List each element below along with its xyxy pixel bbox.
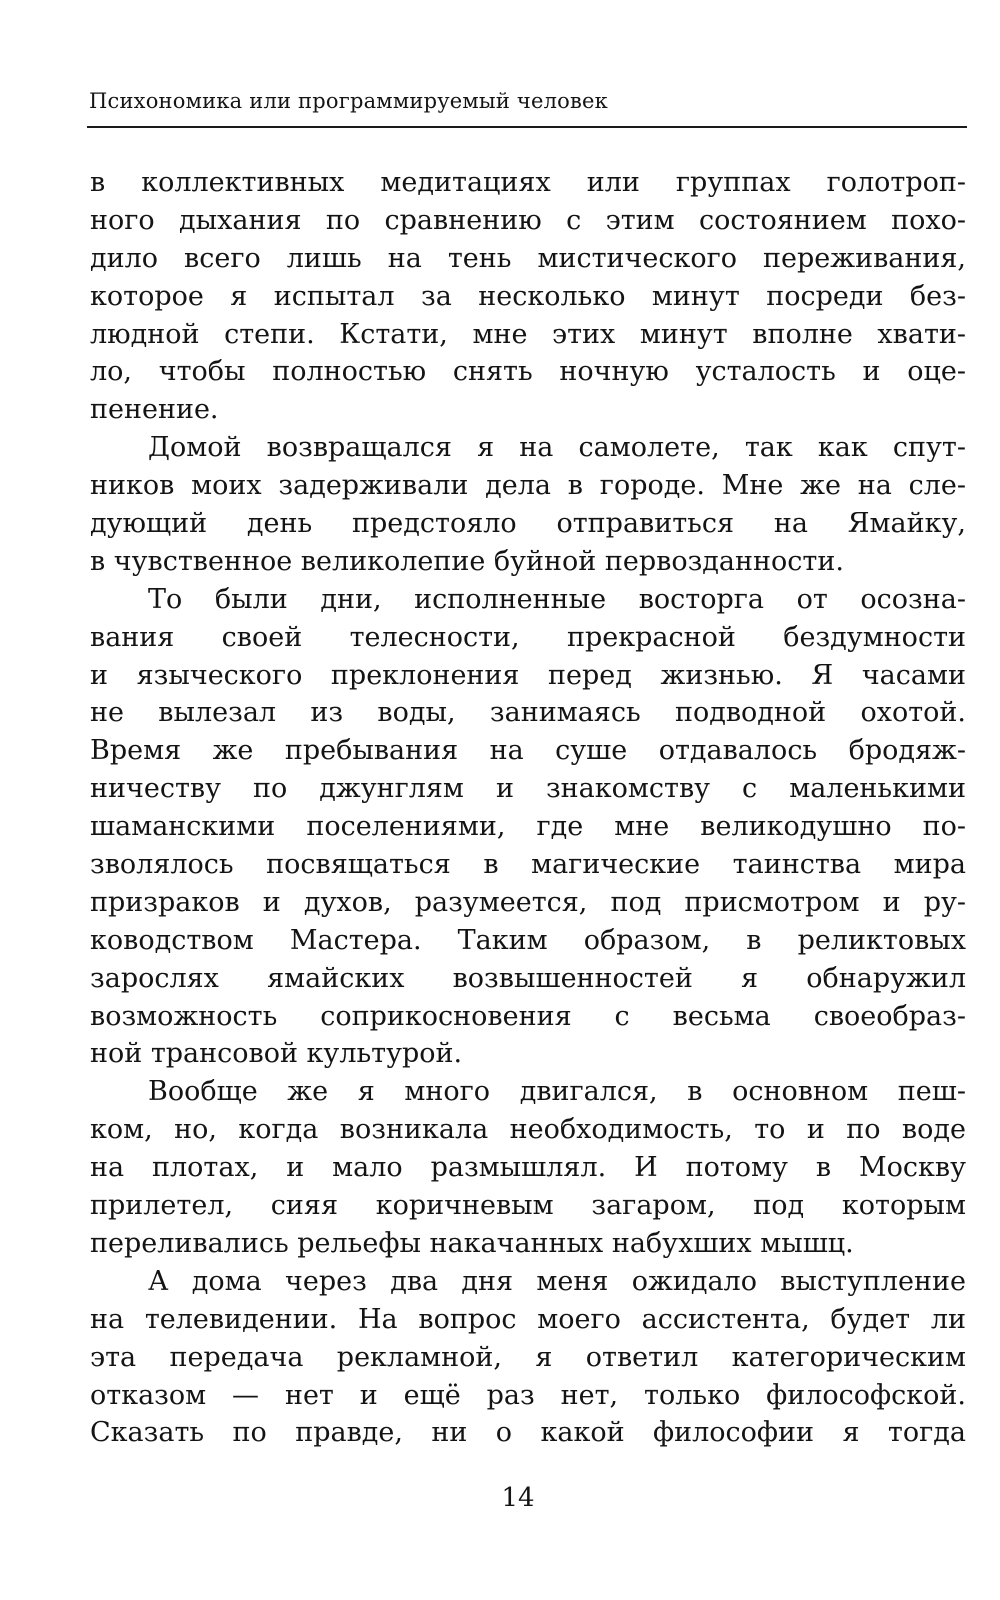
text-line: на телевидении. На вопрос моего ассистента, будет ли — [90, 1303, 966, 1335]
text-line: и языческого преклонения перед жизнью. Я часами — [90, 659, 966, 691]
text-line: ком, но, когда возникала необходимость, то и по воде — [90, 1114, 966, 1146]
text-line: Вообще же я много двигался, в основном пеш- — [148, 1076, 966, 1108]
text-line: дило всего лишь на тень мистического переживания, — [90, 242, 966, 274]
paragraph — [90, 164, 966, 429]
text-line: возможность соприкосновения с весьма своеобраз- — [90, 1000, 966, 1032]
text-line: дующий день предстояло отправиться на Ямайку, — [90, 508, 966, 540]
text-line: пенение. — [90, 394, 219, 426]
text-line: Домой возвращался я на самолете, так как спут- — [148, 432, 966, 464]
text-line: отказом — нет и ещё раз нет, только философской. — [90, 1379, 966, 1411]
text-line: не вылезал из воды, занимаясь подводной охотой. — [90, 697, 966, 729]
paragraph — [90, 581, 966, 1074]
text-line: ководством Мастера. Таким образом, в реликтовых — [90, 924, 966, 956]
page-number: 14 — [501, 1483, 535, 1513]
text-line: шаманскими поселениями, где мне великодушно по- — [90, 811, 966, 843]
paragraph — [90, 1263, 966, 1452]
paragraph — [90, 429, 966, 581]
text-line: зволялось посвящаться в магические таинства мира — [90, 849, 966, 881]
paragraph — [90, 1073, 966, 1262]
text-line: ников моих задерживали дела в городе. Мне же на сле- — [90, 470, 966, 502]
text-line: ло, чтобы полностью снять ночную усталость и оце- — [90, 356, 966, 388]
text-line: в коллективных медитациях или группах голотроп- — [90, 167, 966, 198]
text-line: То были дни, исполненные восторга от осозна- — [148, 583, 966, 615]
text-line: ного дыхания по сравнению с этим состоянием похо- — [90, 204, 966, 236]
text-line: Сказать по правде, ни о какой философии я тогда — [90, 1417, 966, 1449]
text-line: которое я испытал за несколько минут посреди без- — [90, 280, 966, 312]
text-line: эта передача рекламной, я ответил категорическим — [90, 1341, 966, 1373]
header-rule — [87, 126, 967, 128]
text-line: переливались рельефы накачанных набухших мышц. — [90, 1227, 854, 1259]
text-line: Время же пребывания на суше отдавалось бродяж- — [90, 735, 966, 767]
text-line: на плотах, и мало размышлял. И потому в Москву — [90, 1152, 966, 1184]
body-text — [90, 164, 966, 1452]
text-line: зарослях ямайских возвышенностей я обнаружил — [90, 962, 966, 994]
text-line: призраков и духов, разумеется, под присмотром и ру- — [90, 886, 966, 918]
text-line: прилетел, сияя коричневым загаром, под которым — [90, 1190, 966, 1222]
text-line: ной трансовой культурой. — [90, 1038, 463, 1070]
running-header: Психономика или программируемый человек — [89, 89, 608, 113]
text-line: людной степи. Кстати, мне этих минут вполне хвати- — [90, 318, 966, 350]
text-line: вания своей телесности, прекрасной бездумности — [90, 621, 966, 653]
text-line: А дома через два дня меня ожидало выступление — [148, 1265, 966, 1297]
text-line: в чувственное великолепие буйной первозданности. — [90, 545, 844, 577]
text-line: ничеству по джунглям и знакомству с маленькими — [90, 773, 966, 805]
